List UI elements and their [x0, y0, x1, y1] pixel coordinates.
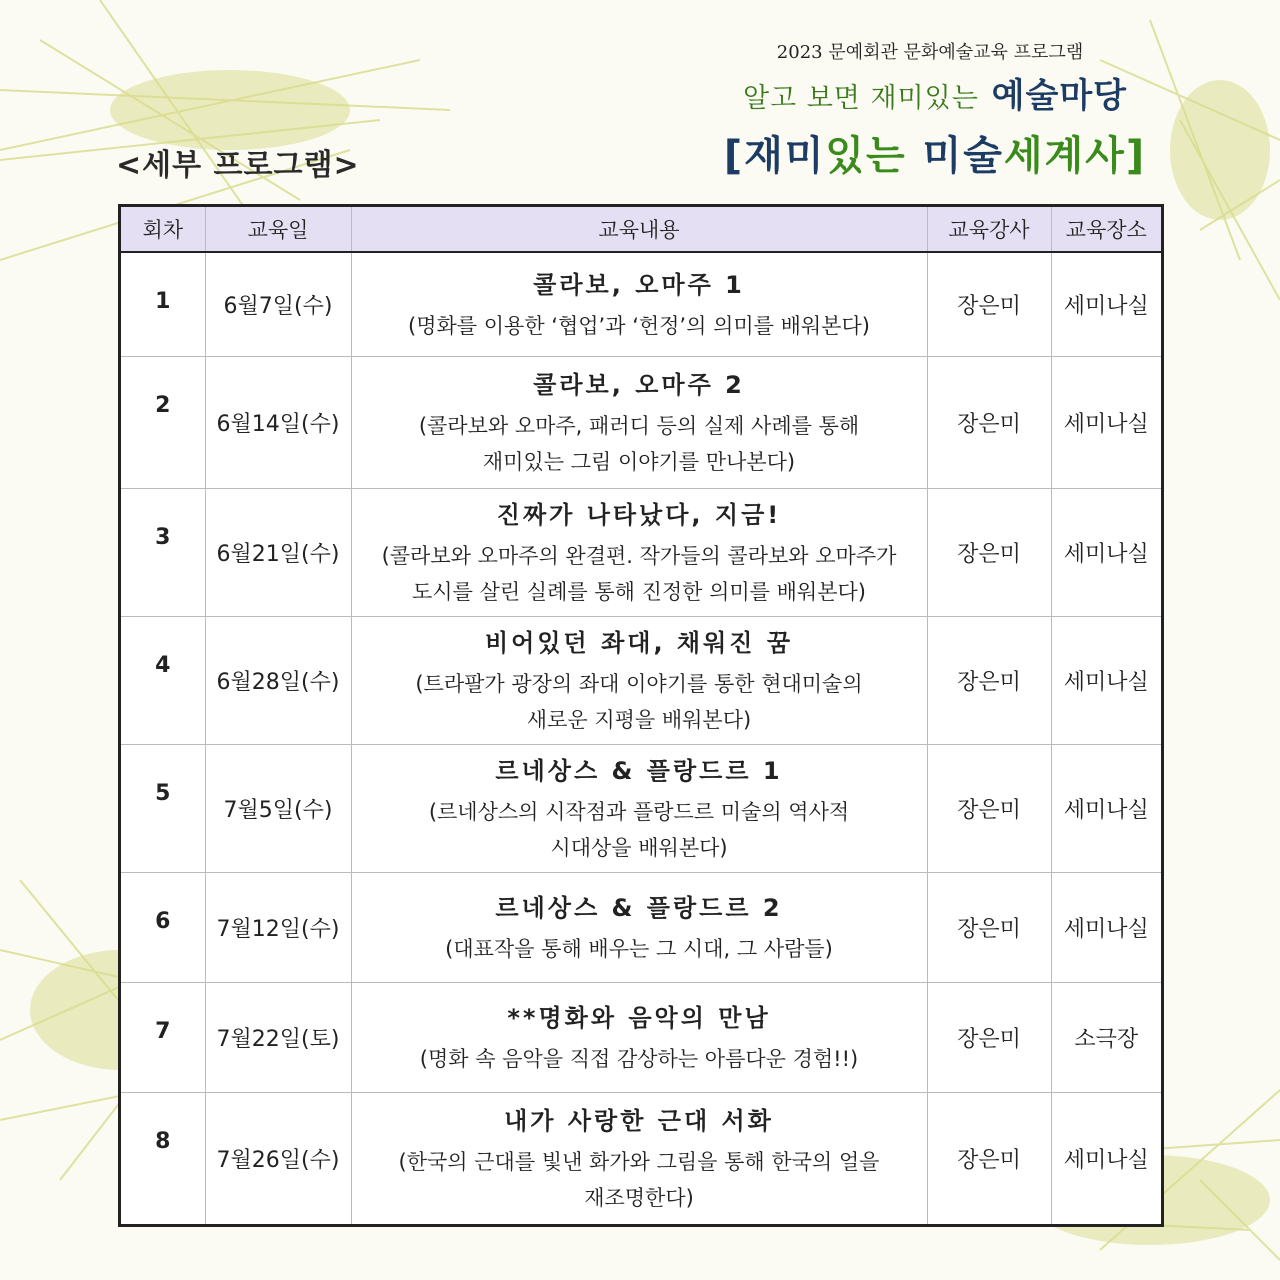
session-title: 진짜가 나타났다, 지금!	[496, 500, 782, 529]
session-content	[351, 1092, 927, 1224]
session-place: 세미나실	[1051, 356, 1161, 488]
session-number: 4	[121, 616, 205, 744]
session-date: 7월22일(토)	[205, 982, 351, 1092]
session-date: 6월28일(수)	[205, 616, 351, 744]
schedule-table	[118, 204, 1164, 1227]
session-content	[351, 872, 927, 982]
session-description: 재미있는 그림 이야기를 만나본다)	[482, 449, 796, 474]
series-part2: 있는	[825, 133, 907, 179]
session-instructor: 장은미	[927, 982, 1051, 1092]
table-row	[121, 872, 1161, 982]
session-description: 재조명한다)	[584, 1185, 694, 1210]
session-content	[351, 252, 927, 356]
table-row	[121, 488, 1161, 616]
series-part1: [재미	[723, 133, 826, 179]
title-lead: 알고 보면 재미있는	[742, 83, 979, 114]
session-title: 르네상스 & 플랑드르 2	[495, 893, 783, 922]
session-date: 7월26일(수)	[205, 1092, 351, 1224]
session-instructor: 장은미	[927, 872, 1051, 982]
header-place: 교육장소	[1051, 207, 1161, 252]
table-row	[121, 1092, 1161, 1224]
series-part4: 세계사]	[1003, 133, 1147, 179]
session-content	[351, 616, 927, 744]
session-place: 세미나실	[1051, 616, 1161, 744]
series-part3: 미술	[922, 133, 1004, 179]
session-title: 콜라보, 오마주 1	[533, 270, 745, 299]
session-content	[351, 744, 927, 872]
table-row	[121, 982, 1161, 1092]
session-date: 6월21일(수)	[205, 488, 351, 616]
title-main: 예술마당	[991, 76, 1128, 116]
session-place: 세미나실	[1051, 252, 1161, 356]
header-content: 교육내용	[351, 207, 927, 252]
table-row	[121, 252, 1161, 356]
header-instructor: 교육강사	[927, 207, 1051, 252]
session-place: 세미나실	[1051, 1092, 1161, 1224]
program-subtitle: 2023 문예회관 문화예술교육 프로그램	[776, 42, 1084, 63]
session-description: 새로운 지평을 배워본다)	[526, 707, 752, 732]
header-session: 회차	[121, 207, 205, 252]
session-number: 1	[121, 252, 205, 356]
session-place: 세미나실	[1051, 872, 1161, 982]
section-title: <세부 프로그램>	[116, 148, 360, 183]
session-title: 비어있던 좌대, 채워진 꿈	[484, 628, 794, 657]
session-title: 내가 사랑한 근대 서화	[504, 1106, 774, 1135]
session-number: 3	[121, 488, 205, 616]
session-description: (트라팔가 광장의 좌대 이야기를 통한 현대미술의	[415, 671, 863, 696]
session-number: 7	[121, 982, 205, 1092]
session-content	[351, 488, 927, 616]
session-instructor: 장은미	[927, 1092, 1051, 1224]
series-title	[700, 124, 1170, 181]
session-instructor: 장은미	[927, 356, 1051, 488]
session-instructor: 장은미	[927, 488, 1051, 616]
session-instructor: 장은미	[927, 252, 1051, 356]
session-description: (명화를 이용한 ‘협업’과 ‘헌정’의 의미를 배워본다)	[408, 313, 870, 338]
session-instructor: 장은미	[927, 616, 1051, 744]
session-number: 5	[121, 744, 205, 872]
session-title: 르네상스 & 플랑드르 1	[495, 756, 783, 785]
session-title: 콜라보, 오마주 2	[533, 370, 745, 399]
table-row	[121, 356, 1161, 488]
session-content	[351, 982, 927, 1092]
program-title	[700, 68, 1170, 117]
session-date: 6월14일(수)	[205, 356, 351, 488]
session-description: 도시를 살린 실례를 통해 진정한 의미를 배워본다)	[412, 579, 866, 604]
session-date: 7월12일(수)	[205, 872, 351, 982]
session-number: 8	[121, 1092, 205, 1224]
session-description: (콜라보와 오마주의 완결편. 작가들의 콜라보와 오마주가	[381, 543, 897, 568]
session-number: 2	[121, 356, 205, 488]
session-place: 세미나실	[1051, 488, 1161, 616]
session-place: 세미나실	[1051, 744, 1161, 872]
session-date: 7월5일(수)	[205, 744, 351, 872]
header-date: 교육일	[205, 207, 351, 252]
session-place: 소극장	[1051, 982, 1161, 1092]
session-date: 6월7일(수)	[205, 252, 351, 356]
table-header-row	[121, 207, 1161, 252]
table-row	[121, 616, 1161, 744]
table-row	[121, 744, 1161, 872]
session-description: (대표작을 통해 배우는 그 시대, 그 사람들)	[445, 936, 833, 961]
session-description: 시대상을 배워본다)	[550, 835, 728, 860]
session-instructor: 장은미	[927, 744, 1051, 872]
session-description: (콜라보와 오마주, 패러디 등의 실제 사례를 통해	[418, 413, 860, 438]
session-description: (르네상스의 시작점과 플랑드르 미술의 역사적	[428, 799, 850, 824]
session-content	[351, 356, 927, 488]
session-description: (한국의 근대를 빛낸 화가와 그림을 통해 한국의 얼을	[398, 1149, 880, 1174]
session-number: 6	[121, 872, 205, 982]
session-description: (명화 속 음악을 직접 감상하는 아름다운 경험!!)	[419, 1046, 859, 1071]
session-title: **명화와 음악의 만남	[507, 1003, 771, 1032]
